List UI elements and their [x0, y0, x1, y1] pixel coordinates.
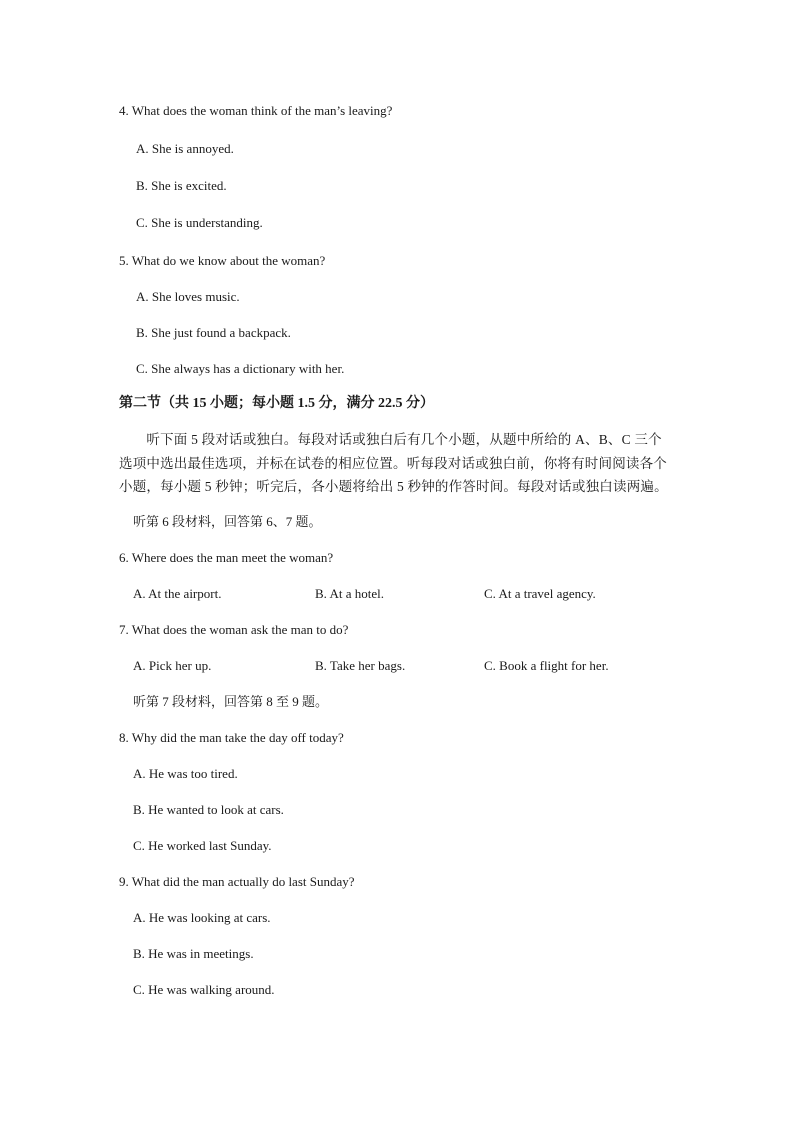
q7-option-b: B. Take her bags. — [315, 658, 406, 673]
instructions-line-2: 选项中选出最佳选项，并标在试卷的相应位置。听每段对话或独白前，你将有时间阅读各个 — [119, 456, 667, 471]
q7-option-a: A. Pick her up. — [133, 658, 212, 673]
instructions-line-1: 听下面 5 段对话或独白。每段对话或独白后有几个小题，从题中所给的 A、B、C 三个 — [119, 432, 662, 447]
section-heading: 第二节（共 15 小题；每小题 1.5 分，满分 22.5 分） — [119, 396, 434, 411]
instructions-line-3: 小题，每小题 5 秒钟；听完后，各小题将给出 5 秒钟的作答时间。每段对话或独白读两遍。 — [119, 479, 668, 494]
q7-option-c: C. Book a flight for her. — [484, 658, 609, 673]
q6-option-c: C. At a travel agency. — [484, 586, 596, 601]
q8-stem: 8. Why did the man take the day off today? — [119, 730, 344, 745]
q5-stem: 5. What do we know about the woman? — [119, 253, 326, 268]
q8-option-c: C. He worked last Sunday. — [133, 838, 272, 853]
q9-option-b: B. He was in meetings. — [133, 946, 254, 961]
q8-option-b: B. He wanted to look at cars. — [133, 802, 284, 817]
material-7-note: 听第 7 段材料，回答第 8 至 9 题。 — [133, 694, 329, 709]
q9-option-a: A. He was looking at cars. — [133, 910, 271, 925]
q9-option-c: C. He was walking around. — [133, 982, 275, 997]
q9-stem: 9. What did the man actually do last Sunday? — [119, 874, 355, 889]
q5-option-c: C. She always has a dictionary with her. — [136, 361, 345, 376]
q6-option-b: B. At a hotel. — [315, 586, 384, 601]
q6-option-a: A. At the airport. — [133, 586, 222, 601]
q5-option-a: A. She loves music. — [136, 289, 240, 304]
q5-option-b: B. She just found a backpack. — [136, 325, 291, 340]
q6-stem: 6. Where does the man meet the woman? — [119, 550, 334, 565]
q4-option-a: A. She is annoyed. — [136, 141, 234, 156]
q4-stem: 4. What does the woman think of the man’s leaving? — [119, 103, 393, 118]
material-6-note: 听第 6 段材料，回答第 6、7 题。 — [133, 514, 322, 529]
q4-option-b: B. She is excited. — [136, 178, 227, 193]
q4-option-c: C. She is understanding. — [136, 215, 263, 230]
q7-stem: 7. What does the woman ask the man to do? — [119, 622, 349, 637]
q8-option-a: A. He was too tired. — [133, 766, 238, 781]
